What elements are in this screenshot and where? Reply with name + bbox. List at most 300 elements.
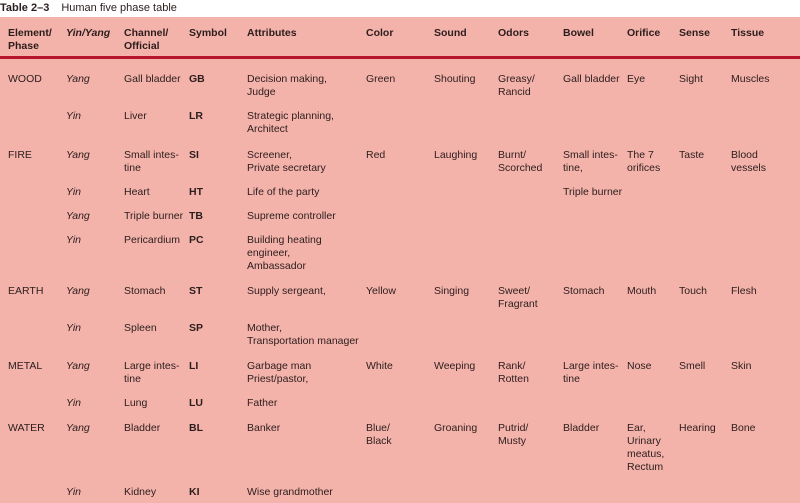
cell-line: Transportation manager <box>247 335 359 347</box>
cell-line: Smell <box>679 360 706 372</box>
cell-yinyang <box>58 273 116 311</box>
cell-orifice <box>619 136 671 175</box>
cell-tissue <box>723 175 800 199</box>
cell-symbol <box>181 99 239 136</box>
cell-color <box>358 223 426 273</box>
cell-channel <box>116 136 181 175</box>
cell-bowel <box>555 348 619 386</box>
cell-bowel <box>555 386 619 410</box>
cell-line: Yin <box>66 234 81 246</box>
cell-line: White <box>366 360 393 372</box>
cell-line: Burnt/ <box>498 149 527 161</box>
cell-sound <box>426 474 490 499</box>
cell-line: The 7 <box>627 149 654 161</box>
cell-bowel <box>555 175 623 199</box>
cell-symbol <box>181 58 239 100</box>
cell-orifice <box>619 223 671 273</box>
header-color <box>358 17 426 58</box>
cell-attributes <box>239 348 358 386</box>
cell-line: Garbage man <box>247 360 312 372</box>
table-row <box>0 273 800 311</box>
cell-sense <box>671 136 723 175</box>
header-odors <box>490 17 555 58</box>
cell-channel <box>116 273 181 311</box>
cell-tissue <box>723 410 800 474</box>
cell-line: Official <box>124 40 160 52</box>
cell-line: Weeping <box>434 360 476 372</box>
cell-line: tine <box>124 162 141 174</box>
cell-line: Gall bladder <box>563 73 620 85</box>
cell-odors <box>490 99 555 136</box>
cell-line: Yin <box>66 186 81 198</box>
header-bowel <box>555 17 619 58</box>
cell-orifice <box>619 199 671 223</box>
cell-tissue <box>723 386 800 410</box>
cell-line: Judge <box>247 86 276 98</box>
cell-line: Rank/ <box>498 360 526 372</box>
cell-line: Tissue <box>731 27 765 39</box>
cell-line: Yang <box>66 422 90 434</box>
cell-line: tine, <box>563 162 583 174</box>
cell-line: Screener, <box>247 149 292 161</box>
cell-orifice <box>619 348 671 386</box>
cell-line: Yin <box>66 486 81 498</box>
cell-line: Wise grandmother <box>247 486 333 498</box>
cell-line: Small intes- <box>124 149 179 161</box>
cell-element <box>0 58 58 100</box>
cell-line: tine <box>563 373 580 385</box>
cell-line: Touch <box>679 285 708 297</box>
table-row <box>0 223 800 273</box>
cell-line: Gall bladder <box>124 73 181 85</box>
cell-line: Attributes <box>247 27 297 39</box>
cell-sound <box>426 175 490 199</box>
cell-tissue <box>723 99 800 136</box>
cell-line: WOOD <box>8 73 42 85</box>
cell-symbol <box>181 223 239 273</box>
cell-line: KI <box>189 486 200 498</box>
cell-odors <box>490 386 555 410</box>
cell-element <box>0 348 58 386</box>
cell-line: Banker <box>247 422 281 434</box>
table-row <box>0 175 800 199</box>
cell-orifice <box>619 474 671 499</box>
table-row <box>0 386 800 410</box>
cell-orifice <box>619 99 671 136</box>
cell-symbol <box>181 311 239 348</box>
cell-channel <box>116 410 181 474</box>
cell-line: Bone <box>731 422 756 434</box>
cell-line: Hearing <box>679 422 716 434</box>
cell-sound <box>426 223 490 273</box>
cell-symbol <box>181 348 239 386</box>
cell-orifice <box>619 311 671 348</box>
cell-element <box>0 223 58 273</box>
cell-line: Sweet/ <box>498 285 531 297</box>
cell-sense <box>671 273 723 311</box>
cell-orifice <box>619 410 671 474</box>
cell-odors <box>490 311 555 348</box>
cell-odors <box>490 223 555 273</box>
cell-line: BL <box>189 422 203 434</box>
cell-tissue <box>723 223 800 273</box>
cell-sense <box>671 199 723 223</box>
cell-line: vessels <box>731 162 767 174</box>
cell-line: Small intes- <box>563 149 618 161</box>
cell-bowel <box>555 199 619 223</box>
cell-line: Symbol <box>189 27 227 39</box>
cell-line: Flesh <box>731 285 757 297</box>
cell-line: Stomach <box>563 285 605 297</box>
cell-line: Scorched <box>498 162 543 174</box>
cell-line: Rotten <box>498 373 529 385</box>
cell-line: Triple burner <box>563 186 623 198</box>
cell-sound <box>426 58 490 100</box>
cell-sound <box>426 348 490 386</box>
cell-attributes <box>239 311 358 348</box>
cell-attributes <box>239 199 358 223</box>
header-channel <box>116 17 181 58</box>
cell-yinyang <box>58 386 116 410</box>
cell-line: EARTH <box>8 285 44 297</box>
cell-element <box>0 273 58 311</box>
cell-line: Muscles <box>731 73 770 85</box>
cell-odors <box>490 273 555 311</box>
cell-line: Lung <box>124 397 148 409</box>
cell-sound <box>426 386 490 410</box>
table-row <box>0 311 800 348</box>
cell-odors <box>490 58 555 100</box>
cell-line: Stomach <box>124 285 166 297</box>
cell-sound <box>426 99 490 136</box>
cell-sound <box>426 136 490 175</box>
cell-line: Singing <box>434 285 470 297</box>
cell-line: Heart <box>124 186 150 198</box>
cell-tissue <box>723 311 800 348</box>
cell-line: Yin <box>66 110 81 122</box>
cell-line: TB <box>189 210 203 222</box>
cell-color <box>358 58 426 100</box>
cell-line: Yang <box>66 73 90 85</box>
cell-line: Element/ <box>8 27 52 39</box>
cell-line: Large intes- <box>124 360 180 372</box>
cell-bowel <box>555 410 619 474</box>
cell-attributes <box>239 223 358 273</box>
cell-line: GB <box>189 73 205 85</box>
cell-line: Yang <box>66 210 90 222</box>
cell-line: Skin <box>731 360 752 372</box>
cell-line: Building heating <box>247 234 322 246</box>
cell-sense <box>671 223 723 273</box>
cell-channel <box>116 58 181 100</box>
cell-line: Bowel <box>563 27 594 39</box>
cell-attributes <box>239 58 358 100</box>
header-element <box>0 17 58 58</box>
cell-line: Laughing <box>434 149 478 161</box>
cell-line: Strategic planning, <box>247 110 334 122</box>
table-number: Table 2–3 <box>0 2 50 14</box>
cell-attributes <box>239 410 358 474</box>
header-sense <box>671 17 723 58</box>
cell-tissue <box>723 58 800 100</box>
cell-tissue <box>723 199 800 223</box>
cell-attributes <box>239 175 358 199</box>
cell-line: SP <box>189 322 204 334</box>
cell-element <box>0 175 58 199</box>
cell-line: Yellow <box>366 285 396 297</box>
cell-yinyang <box>58 99 116 136</box>
cell-element <box>0 410 58 474</box>
cell-yinyang <box>58 58 116 100</box>
cell-yinyang <box>58 311 116 348</box>
cell-odors <box>490 199 555 223</box>
cell-bowel <box>555 223 619 273</box>
cell-line: Green <box>366 73 396 85</box>
table-row <box>0 410 800 474</box>
cell-line: Musty <box>498 435 527 447</box>
header-sound <box>426 17 490 58</box>
cell-color <box>358 386 426 410</box>
cell-line: Red <box>366 149 386 161</box>
cell-line: Kidney <box>124 486 157 498</box>
cell-line: Bladder <box>563 422 600 434</box>
cell-color <box>358 136 426 175</box>
cell-yinyang <box>58 223 116 273</box>
cell-color <box>358 474 426 499</box>
cell-sound <box>426 410 490 474</box>
cell-color <box>358 99 426 136</box>
cell-line: Spleen <box>124 322 157 334</box>
five-phase-table <box>0 17 800 499</box>
cell-line: Yin <box>66 397 81 409</box>
cell-line: Private secretary <box>247 162 326 174</box>
cell-line: METAL <box>8 360 43 372</box>
cell-channel <box>116 474 181 499</box>
cell-line: tine <box>124 373 141 385</box>
table-row <box>0 136 800 175</box>
cell-line: Rancid <box>498 86 531 98</box>
cell-attributes <box>239 273 358 311</box>
header-row <box>0 17 800 58</box>
cell-odors <box>490 348 555 386</box>
cell-yinyang <box>58 175 116 199</box>
cell-line: Yang <box>66 285 90 297</box>
cell-sense <box>671 474 723 499</box>
cell-symbol <box>181 199 239 223</box>
table-title: Human five phase table <box>61 2 177 14</box>
cell-bowel <box>555 273 619 311</box>
cell-line: Black <box>366 435 392 447</box>
cell-yinyang <box>58 474 116 499</box>
cell-symbol <box>181 175 239 199</box>
cell-bowel <box>555 311 619 348</box>
cell-symbol <box>181 410 239 474</box>
cell-line: Odors <box>498 27 529 39</box>
cell-line: orifices <box>627 162 661 174</box>
cell-element <box>0 99 58 136</box>
cell-line: Phase <box>8 40 39 52</box>
cell-line: Triple burner <box>124 210 184 222</box>
cell-symbol <box>181 273 239 311</box>
cell-sense <box>671 386 723 410</box>
cell-odors <box>490 410 555 474</box>
cell-line: Architect <box>247 123 288 135</box>
cell-line: HT <box>189 186 203 198</box>
cell-sound <box>426 199 490 223</box>
cell-line: Rectum <box>627 461 664 473</box>
cell-symbol <box>181 136 239 175</box>
cell-line: Fragrant <box>498 298 538 310</box>
cell-color <box>358 410 426 474</box>
cell-sense <box>671 175 723 199</box>
cell-line: Ambassador <box>247 260 306 272</box>
cell-line: ST <box>189 285 203 297</box>
cell-tissue <box>723 136 800 175</box>
cell-line: Eye <box>627 73 646 85</box>
cell-bowel <box>555 58 619 100</box>
cell-channel <box>116 348 181 386</box>
cell-bowel <box>555 99 619 136</box>
cell-line: engineer, <box>247 247 291 259</box>
table-row <box>0 199 800 223</box>
cell-odors <box>490 474 555 499</box>
header-orifice <box>619 17 671 58</box>
table-row <box>0 348 800 386</box>
cell-channel <box>116 199 184 223</box>
cell-line: SI <box>189 149 199 161</box>
cell-orifice <box>619 58 671 100</box>
cell-line: Priest/pastor, <box>247 373 309 385</box>
cell-line: LI <box>189 360 199 372</box>
cell-yinyang <box>58 410 116 474</box>
cell-yinyang <box>58 348 116 386</box>
cell-line: Pericardium <box>124 234 181 246</box>
header-tissue <box>723 17 800 58</box>
cell-line: PC <box>189 234 204 246</box>
cell-sound <box>426 273 490 311</box>
header-symbol <box>181 17 239 58</box>
table-caption <box>0 0 800 17</box>
cell-line: Sight <box>679 73 703 85</box>
cell-line: Supply sergeant, <box>247 285 326 297</box>
table-body <box>0 58 800 500</box>
table-row <box>0 58 800 100</box>
cell-sense <box>671 348 723 386</box>
table-row <box>0 474 800 499</box>
cell-line: Channel/ <box>124 27 169 39</box>
cell-line: Yin/Yang <box>66 27 111 39</box>
cell-channel <box>116 99 181 136</box>
cell-bowel <box>555 136 619 175</box>
cell-line: LU <box>189 397 203 409</box>
cell-line: Blue/ <box>366 422 390 434</box>
cell-orifice <box>619 386 671 410</box>
cell-line: Putrid/ <box>498 422 529 434</box>
cell-channel <box>116 311 181 348</box>
cell-element <box>0 474 58 499</box>
cell-channel <box>116 175 181 199</box>
cell-element <box>0 311 58 348</box>
cell-sense <box>671 99 723 136</box>
cell-sense <box>671 58 723 100</box>
cell-line: Groaning <box>434 422 478 434</box>
cell-attributes <box>239 136 358 175</box>
cell-line: Yin <box>66 322 81 334</box>
cell-line: Orifice <box>627 27 661 39</box>
cell-tissue <box>723 474 800 499</box>
cell-bowel <box>555 474 619 499</box>
cell-line: Father <box>247 397 278 409</box>
header-attributes <box>239 17 358 58</box>
cell-line: Taste <box>679 149 705 161</box>
cell-line: Blood <box>731 149 758 161</box>
cell-element <box>0 386 58 410</box>
cell-line: Liver <box>124 110 147 122</box>
cell-line: Color <box>366 27 394 39</box>
cell-line: LR <box>189 110 203 122</box>
cell-sense <box>671 410 723 474</box>
cell-line: Sound <box>434 27 467 39</box>
cell-sound <box>426 311 490 348</box>
cell-symbol <box>181 474 239 499</box>
cell-line: Mother, <box>247 322 283 334</box>
cell-line: Large intes- <box>563 360 619 372</box>
cell-yinyang <box>58 199 116 223</box>
cell-channel <box>116 223 181 273</box>
cell-attributes <box>239 99 358 136</box>
cell-line: WATER <box>8 422 45 434</box>
cell-line: Mouth <box>627 285 657 297</box>
cell-line: Ear, <box>627 422 646 434</box>
cell-color <box>358 311 426 348</box>
cell-symbol <box>181 386 239 410</box>
cell-line: Yang <box>66 149 90 161</box>
cell-yinyang <box>58 136 116 175</box>
cell-orifice <box>619 175 671 199</box>
cell-line: Life of the party <box>247 186 320 198</box>
cell-line: Decision making, <box>247 73 327 85</box>
cell-odors <box>490 136 555 175</box>
cell-tissue <box>723 348 800 386</box>
cell-line: FIRE <box>8 149 32 161</box>
cell-line: Supreme controller <box>247 210 336 222</box>
cell-line: Bladder <box>124 422 161 434</box>
cell-line: Nose <box>627 360 652 372</box>
table-panel <box>0 17 800 503</box>
cell-line: Yang <box>66 360 90 372</box>
cell-tissue <box>723 273 800 311</box>
cell-line: Shouting <box>434 73 476 85</box>
cell-odors <box>490 175 555 199</box>
header-yinyang <box>58 17 116 58</box>
cell-color <box>358 273 426 311</box>
cell-line: Greasy/ <box>498 73 535 85</box>
cell-color <box>358 199 426 223</box>
cell-color <box>358 175 426 199</box>
cell-line: meatus, <box>627 448 665 460</box>
cell-channel <box>116 386 181 410</box>
cell-attributes <box>239 474 358 499</box>
cell-sense <box>671 311 723 348</box>
cell-element <box>0 136 58 175</box>
cell-line: Sense <box>679 27 710 39</box>
cell-orifice <box>619 273 671 311</box>
cell-line: Urinary <box>627 435 661 447</box>
cell-attributes <box>239 386 358 410</box>
table-row <box>0 99 800 136</box>
cell-element <box>0 199 58 223</box>
cell-color <box>358 348 426 386</box>
